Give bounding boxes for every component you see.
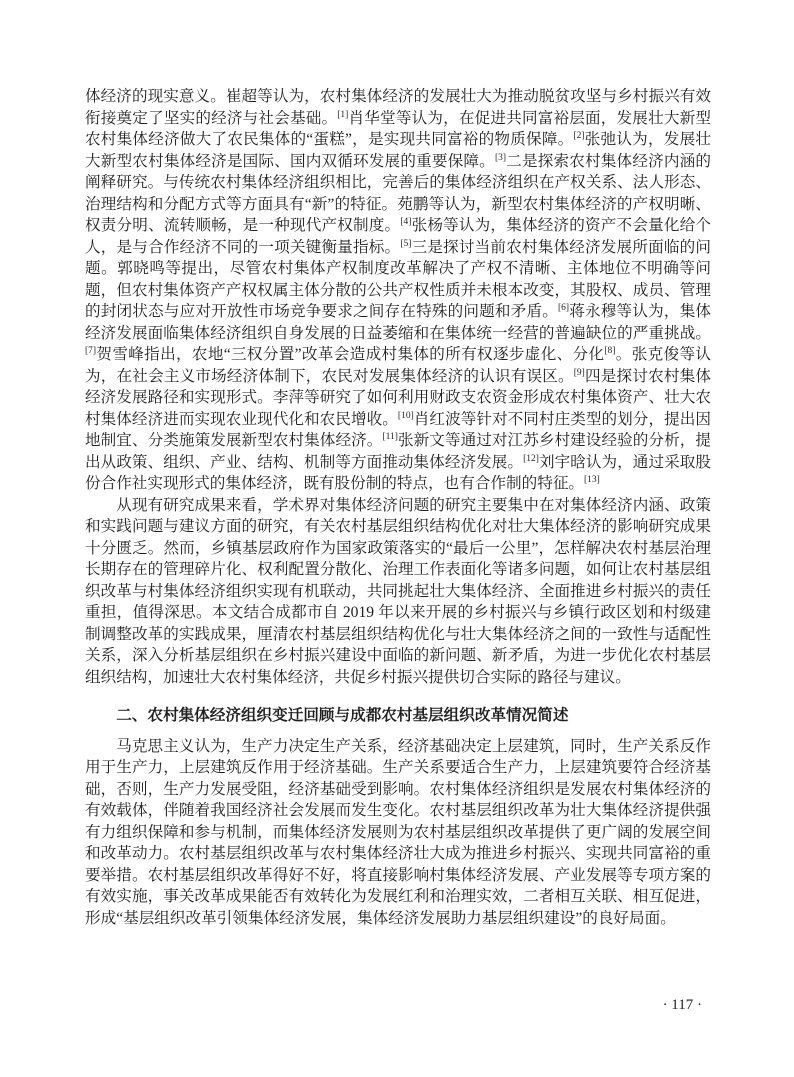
- citation-marker: [7]: [85, 345, 97, 356]
- citation-marker: [8]: [604, 345, 616, 356]
- article-body: [85, 86, 711, 929]
- citation-marker: [9]: [573, 367, 585, 378]
- page-number: · 117 ·: [662, 997, 702, 1013]
- citation-marker: [1]: [337, 109, 349, 120]
- citation-marker: [11]: [382, 431, 398, 442]
- citation-marker: [5]: [400, 238, 412, 249]
- research-gap-paragraph: 从现有研究成果来看，学术界对集体经济问题的研究主要集中在对集体经济内涵、政策和实践问题与建议方面的研究，有关农村基层组织结构优化对壮大集体经济的影响研究成果十分匮乏。然而，乡镇基层政府作为国家政策落实的“最后一公里”，怎样解决农村基层治理长期存在的管理碎片化、权利配置分散化、治理工作表面化等诸多问题，如何让农村基层组织改革与村集体经济组织实现有机联动，共同挑起壮大集体经济、全面推进乡村振兴的责任重担，值得深思。本文结合成都市自 2019 年以来开展的乡村振兴与乡镇行政区划和村级建制调整改革的实践成果，厘清农村基层组织结构优化与壮大集体经济之间的一致性与适配性关系，深入分析基层组织在乡村振兴建设中面临的新问题、新矛盾，为进一步优化农村基层组织结构，加速壮大农村集体经济，共促乡村振兴提供切合实际的路径与建议。: [85, 496, 711, 686]
- citation-marker: [13]: [584, 474, 600, 485]
- section-two-opening-paragraph: 马克思主义认为，生产力决定生产关系，经济基础决定上层建筑，同时，生产关系反作用于生产力，上层建筑反作用于经济基础。生产关系要适合生产力，上层建筑要符合经济基础，否则，生产力发展受阻，经济基础受到影响。农村集体经济组织是发展农村集体经济的有效载体，伴随着我国经济社会发展而发生变化。农村基层组织改革为壮大集体经济提供强有力组织保障和参与机制，而集体经济发展则为农村基层组织改革提供了更广阔的发展空间和改革动力。农村基层组织改革与农村集体经济壮大成为推进乡村振兴、实现共同富裕的重要举措。农村基层组织改革得好不好，将直接影响村集体经济发展、产业发展等专项方案的有效实施，事关改革成果能否有效转化为发展红利和治理实效，二者相互关联、相互促进，形成“基层组织改革引领集体经济发展，集体经济发展助力基层组织建设”的良好局面。: [85, 737, 711, 927]
- citation-marker: [4]: [400, 216, 412, 227]
- citation-marker: [3]: [494, 152, 507, 163]
- citation-marker: [6]: [558, 302, 570, 313]
- section-heading: 二、农村集体经济组织变迁回顾与成都农村基层组织改革情况简述: [116, 707, 569, 724]
- citation-marker: [2]: [573, 130, 585, 141]
- citation-marker: [12]: [523, 453, 539, 464]
- citation-marker: [10]: [397, 410, 414, 421]
- literature-review-paragraph: 体经济的现实意义。崔超等认为，农村集体经济的发展壮大为推动脱贫攻坚与乡村振兴有效衔接奠定了坚实的经济与社会基础。[1]肖华堂等认为，在促进共同富裕层面，发展壮大新型农村集体经济做大了农民集体的“蛋糕”，是实现共同富裕的物质保障。[2]张弛认为，发展壮大新型农村集体经济是国际、国内双循环发展的重要保障。[3]二是探索农村集体经济内涵的阐释研究。与传统农村集体经济组织相比，完善后的集体经济组织在产权关系、法人形态、治理结构和分配方式等方面具有“新”的特征。苑鹏等认为，新型农村集体经济的产权明晰、权责分明、流转顺畅，是一种现代产权制度。[4]张杨等认为，集体经济的资产不会量化给个人，是与合作经济不同的一项关键衡量指标。[5]三是探讨当前农村集体经济发展所面临的问题。郭晓鸣等提出，尽管农村集体产权制度改革解决了产权不清晰、主体地位不明确等问题，但农村集体资产产权权属主体分散的公共产权性质并未根本改变，其股权、成员、管理的封闭状态与应对开放性市场竞争要求之间存在特殊的问题和矛盾。[6]蒋永穆等认为，集体经济发展面临集体经济组织自身发展的日益萎缩和在集体统一经营的普遍缺位的严重挑战。[7]贺雪峰指出，农地“三权分置”改革会造成村集体的所有权逐步虚化、分化[8]。张克俊等认为，在社会主义市场经济体制下，农民对发展集体经济的认识有误区。[9]四是探讨农村集体经济发展路径和实现形式。李萍等研究了如何利用财政支农资金形成农村集体资产、壮大农村集体经济进而实现农业现代化和农民增收。[10]肖红波等针对不同村庄类型的划分，提出因地制宜、分类施策发展新型农村集体经济。[11]张新文等通过对江苏乡村建设经验的分析，提出从政策、组织、产业、结构、机制等方面推动集体经济发展。[12]刘宇晗认为，通过采取股份合作社实现形式的集体经济，既有股份制的特点，也有合作制的特征。[13]: [85, 88, 711, 492]
